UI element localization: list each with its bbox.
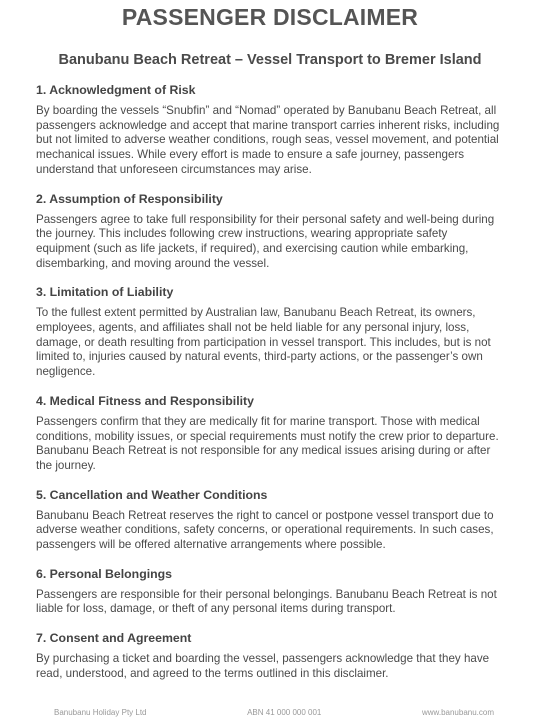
document-subtitle: Banubanu Beach Retreat – Vessel Transport to Bremer Island [58,52,482,68]
footer-company: Banubanu Holiday Pty Ltd [54,708,147,717]
section-body: By purchasing a ticket and boarding the vessel, passengers acknowledge that they have read, understood, and agreed to the terms outlined in this disclaimer. [36,652,490,680]
section-heading: 7. Consent and Agreement [36,631,192,646]
section-assumption-of-responsibility [36,192,504,272]
section-heading: 2. Assumption of Responsibility [36,191,223,206]
section-body: Passengers confirm that they are medically fit for marine transport. Those with medical conditions, mobility issues, or special requirements must notify the crew prior to departure. Banubanu Beach Retreat is not responsible for any medical issues arising during or after the journey. [36,414,499,472]
section-heading: 3. Limitation of Liability [36,285,174,300]
section-cancellation-weather [36,488,504,553]
page-footer [54,708,494,718]
document-page [36,0,504,682]
section-consent-agreement [36,631,504,681]
section-personal-belongings [36,567,504,617]
document-title: PASSENGER DISCLAIMER [121,4,419,30]
section-medical-fitness [36,394,504,474]
section-body: Banubanu Beach Retreat reserves the right to cancel or postpone vessel transport due to adverse weather conditions, safety concerns, or operational requirements. In such cases, passengers will be offered alternative arrangements where possible. [36,508,494,552]
section-heading: 5. Cancellation and Weather Conditions [36,487,268,502]
section-limitation-of-liability [36,285,504,380]
section-body: By boarding the vessels “Snubfin” and “Nomad” operated by Banubanu Beach Retreat, all passengers acknowledge and accept that marine transport carries inherent risks, including but not limited to adverse weather conditions, rough seas, vessel movement, and potential mechanical issues. While every effort is made to ensure a safe journey, passengers understand that unforeseen circumstances may arise. [36,104,500,176]
footer-website: www.banubanu.com [421,708,494,717]
section-heading: 6. Personal Belongings [36,566,172,581]
section-body: To the fullest extent permitted by Australian law, Banubanu Beach Retreat, its owners, employees, agents, and affiliates shall not be held liable for any personal injury, loss, damage, or death resulting from participation in vessel transport. This includes, but is not limited to, injuries caused by natural events, third-party actions, or the passenger’s own negligence. [36,306,491,379]
section-heading: 1. Acknowledgment of Risk [36,83,196,97]
section-acknowledgment-of-risk [36,83,504,178]
section-body: Passengers agree to take full responsibility for their personal safety and well-being during the journey. This includes following crew instructions, wearing appropriate safety equipment (such as life jackets, if required), and exercising caution while embarking, disembarking, and moving around the vessel. [36,212,495,270]
footer-abn: ABN 41 000 000 001 [247,708,322,717]
section-heading: 4. Medical Fitness and Responsibility [36,393,254,408]
section-body: Passengers are responsible for their personal belongings. Banubanu Beach Retreat is not liable for loss, damage, or theft of any personal items during transport. [36,587,497,616]
